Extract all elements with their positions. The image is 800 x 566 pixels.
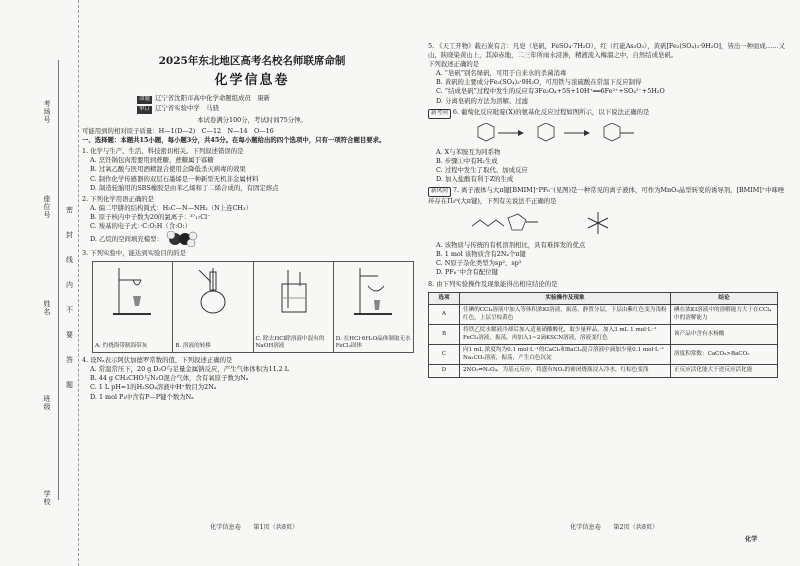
binding-field-class: 班级 bbox=[43, 395, 51, 411]
volumetric-flask-icon bbox=[191, 266, 235, 316]
question-1 bbox=[82, 147, 422, 192]
option-d: D. 制造轮胎用的SBS橡胶是由苯乙烯和丁二烯合成的，有固定熔点 bbox=[90, 183, 279, 192]
atomic-masses: 可能用到的相对原子质量：H—1(D—2) C—12 N—14 O—16 bbox=[82, 127, 274, 136]
table-header: 选项 bbox=[429, 292, 460, 305]
binding-field-name: 姓名 bbox=[43, 300, 51, 316]
table-cell: 2NO₂⇌N₂O₄，为基元反应，将盛有NO₂的密闭烧瓶浸入冷水，红棕色变浅 bbox=[460, 365, 671, 378]
binding-field-seat: 座位号 bbox=[43, 195, 51, 219]
question-2 bbox=[82, 195, 422, 247]
seal-char: 题 bbox=[66, 381, 73, 389]
exam-subtitle: 化学信息卷 bbox=[214, 72, 290, 88]
table-header: 实验操作及现象 bbox=[460, 292, 671, 305]
wash-bottle-icon bbox=[272, 266, 316, 316]
apparatus-caption: A. 灼烧海带制海带灰 bbox=[95, 342, 148, 349]
question-stem: 6. 葡萄化反应吡啶(X)的氨基化反应过程如图所示，以下说法正确的是 bbox=[452, 107, 650, 116]
option-c: C. 过程中发生了取代、加成反应 bbox=[436, 165, 528, 174]
table-cell: D bbox=[429, 365, 460, 378]
new-trend-chip: 新风向 bbox=[428, 187, 451, 197]
exam-title: 2025年东北地区高考名校名师联席命制 bbox=[158, 55, 346, 67]
option-d bbox=[90, 231, 422, 247]
option-c: C. N原子杂化类型为sp²、sp³ bbox=[436, 259, 522, 268]
page-2 bbox=[428, 40, 790, 378]
apparatus-caption: B. 溶液的转移 bbox=[175, 342, 211, 349]
page-1 bbox=[82, 40, 422, 402]
exam-note: 本试卷满分100分，考试时间75分钟。 bbox=[197, 115, 307, 124]
reviewer-name: 辽宁省实验中学 马骁 bbox=[155, 104, 219, 113]
apparatus-c bbox=[254, 262, 334, 352]
option-c: C. 1 L pH=1的H₂SO₄溶液中H⁺数目为2Nₐ bbox=[90, 383, 217, 392]
question-4 bbox=[82, 356, 422, 401]
binding-strip bbox=[0, 0, 79, 566]
table-cell: A bbox=[429, 305, 460, 325]
question-6 bbox=[428, 108, 790, 184]
option-d: D. 1 mol P₄中含有P—P键个数为Nₐ bbox=[90, 392, 194, 401]
new-direction-chip: 新考向 bbox=[428, 109, 451, 119]
question-stem: 5. 《天工开物》载石炭有言：凡皂（皂矾，FeSO₄·7H₂O），红（红砒As₂O₃），黄矾[Fe₂(SO₄)₃·9H₂O]，皆出一种而成……又山，陕晓染黄山上，其淖赤地，二三年所雨水浸渗，精液流入梅溜之中，自然结成皂矾。 bbox=[428, 42, 785, 60]
table-cell: 往碘的CCl₄溶液中加入等体积浓KI溶液，振荡，静置分层，下层由紫红色变为浅粉红色，上层呈棕黄色 bbox=[460, 305, 671, 325]
option-a: A. 该物质与传统的有机溶剂相比，具有难挥发的优点 bbox=[436, 241, 586, 250]
seal-char: 要 bbox=[66, 331, 73, 339]
question-stem: 8. 由下列实验操作及现象能得出相应结论的是 bbox=[428, 279, 558, 288]
option-d-text: D. 乙烷的空间填充模型： bbox=[90, 235, 163, 244]
table-row bbox=[429, 345, 778, 365]
table-cell: 溶度积常数：CaCO₃>BaCO₃ bbox=[671, 345, 778, 365]
reviewer-line bbox=[137, 104, 422, 114]
ethane-model-icon bbox=[165, 231, 201, 247]
table-row bbox=[429, 325, 778, 345]
table-cell: B bbox=[429, 325, 460, 345]
option-b: B. 过氧乙酸与医用酒精混合使用会降低杀灭病毒的效果 bbox=[90, 165, 246, 174]
question-7 bbox=[428, 186, 790, 278]
crucible-burner-icon bbox=[111, 266, 155, 316]
option-d: D. PF₆⁻中含有配位键 bbox=[436, 268, 498, 277]
evaporating-dish-icon bbox=[352, 266, 396, 316]
table-cell: C bbox=[429, 345, 460, 365]
author-line bbox=[137, 94, 422, 104]
pyridine-reaction-scheme bbox=[468, 123, 668, 143]
option-a: A. 烹饪锅包肉需要用到蔗糖，蔗糖属于寡糖 bbox=[90, 156, 214, 165]
question-stem-line bbox=[428, 108, 790, 119]
seal-char: 密 bbox=[66, 206, 73, 214]
question-8 bbox=[428, 280, 790, 378]
experiment-table bbox=[428, 292, 778, 378]
question-stem: 3. 下列实验中，能达到实验目的的是 bbox=[82, 249, 186, 258]
table-cell: 向1 mL 浓度均为0.1 mol·L⁻¹的CaCl₂和BaCl₂混合溶液中滴加少量0.1 mol·L⁻¹ Na₂CO₃溶液，振荡，产生白色沉淀 bbox=[460, 345, 671, 365]
question-stem-line bbox=[428, 186, 790, 206]
apparatus-caption: C. 除去HCl除溶液中混有的NaOH溶液 bbox=[255, 335, 325, 349]
option-c: C. “结成皂矾”过程中发生的反应有3Fe₃O₄+5S+10H⁺══6Fe²⁺+SO₄²⁻+5H₂O bbox=[436, 87, 665, 96]
question-stem: 2. 下列化学用语正确的是 bbox=[82, 194, 155, 203]
table-cell: 该产品中含有水杨酸 bbox=[671, 325, 778, 345]
page-1-footer: 化学信息卷 第1页（共8页） bbox=[210, 524, 299, 531]
page-2-footer: 化学信息卷 第2页（共8页） bbox=[570, 524, 659, 531]
question-stem: 4. 设Nₐ表示阿伏加德罗常数的值，下列叙述正确的是 bbox=[82, 356, 233, 365]
apparatus-a bbox=[93, 262, 173, 352]
option-b: B. 44 g CH₃CHO与N₂O混合气体，含有氧原子数为Nₐ bbox=[90, 374, 249, 383]
option-a: A. 偏二甲肼的结构简式：H₃C—N—NH₂（N上连CH₃） bbox=[90, 203, 252, 212]
seal-char: 不 bbox=[66, 306, 73, 314]
question-sub: 下列叙述正确的是 bbox=[428, 60, 480, 69]
binding-line bbox=[58, 60, 59, 500]
option-a: A. 常温常压下，20 g D₂O与足量金属钠反应，产生气体体积为11.2 L bbox=[90, 365, 289, 374]
seal-char: 线 bbox=[66, 256, 73, 264]
option-b: B. 1 mol 该物质含有2Nₐ个π键 bbox=[436, 250, 526, 259]
table-row bbox=[429, 305, 778, 325]
binding-field-exam-room: 考场号 bbox=[43, 100, 51, 124]
apparatus-caption: D. 在HCl·6H₂O晶体制取无水FeCl₃固体 bbox=[335, 335, 411, 349]
section-heading: 一、选择题：本题共15小题，每小题3分，共45分。在每小题给出的四个选项中，只有一项符合题目要求。 bbox=[82, 136, 386, 145]
table-cell: 正反应活化能大于逆反应活化能 bbox=[671, 365, 778, 378]
option-c: C. 羧基的电子式：·C:O:H（含:O:） bbox=[90, 221, 192, 230]
reviewer-tag: 审订 bbox=[139, 106, 151, 113]
apparatus-b bbox=[173, 262, 253, 352]
seal-char: 答 bbox=[66, 356, 73, 364]
option-a: A. “皂矾”别名绿矾，可用于自来水的杀菌消毒 bbox=[436, 69, 567, 78]
option-b: B. 黄矾的主要成分Fe₂(SO₄)₃·9H₂O，可用铁与浓硫酸在常温下反应制得 bbox=[436, 78, 642, 87]
option-b: B. 步骤①中有H₂生成 bbox=[436, 156, 498, 165]
question-5 bbox=[428, 42, 790, 106]
seal-char: 内 bbox=[66, 281, 73, 289]
apparatus-table bbox=[92, 261, 414, 353]
author-name: 辽宁省沈阳市高中化学命题组成员 康新 bbox=[155, 94, 271, 103]
binding-field-school: 学校 bbox=[43, 490, 51, 506]
option-c: C. 制作化学传感器的双层石墨烯是一种新型无机非金属材料 bbox=[90, 174, 259, 183]
question-stem: 7. 离子液体与大π键[BMIM]⁺PF₆⁻(见图)是一种常见的离子液体，可作为MnO₂晶型转变的诱导剂，[BMIM]⁺中咪唑环存在Π₅⁶(大π键)，下列有关说法不正确的是 bbox=[428, 186, 785, 205]
table-cell: 碘在浓KI溶液中的溶解能力大于在CCl₄中的溶解能力 bbox=[671, 305, 778, 325]
table-cell: 将铁乙烷水解液冷却后加入适量硝酸酸化，取少量样品，加入3 mL 1 mol·L⁻¹ FeCl₃溶液，振荡，再加入1~2滴KSCN溶液，溶液变红色 bbox=[460, 325, 671, 345]
subject-corner-label: 化学 bbox=[745, 536, 758, 543]
question-3 bbox=[82, 249, 422, 353]
option-a: A. X与苯胺互为同系物 bbox=[436, 147, 501, 156]
option-d: D. 分离皂矾的方法为溶解、过滤 bbox=[436, 96, 529, 105]
bmim-pf6-structure bbox=[468, 210, 668, 236]
question-stem: 1. 化学与生产、生活、科技密切相关。下列叙述错误的是 bbox=[82, 147, 244, 156]
table-header-row bbox=[429, 292, 778, 305]
author-tag: 命题 bbox=[139, 96, 151, 103]
option-d: D. 加入盐酸有利于Z的生成 bbox=[436, 174, 514, 183]
option-b: B. 原子核内中子数为20的氯离子：³⁷₁₇Cl⁻ bbox=[90, 212, 211, 221]
seal-char: 封 bbox=[66, 231, 73, 239]
table-row bbox=[429, 365, 778, 378]
apparatus-d bbox=[334, 262, 413, 352]
table-header: 结论 bbox=[671, 292, 778, 305]
